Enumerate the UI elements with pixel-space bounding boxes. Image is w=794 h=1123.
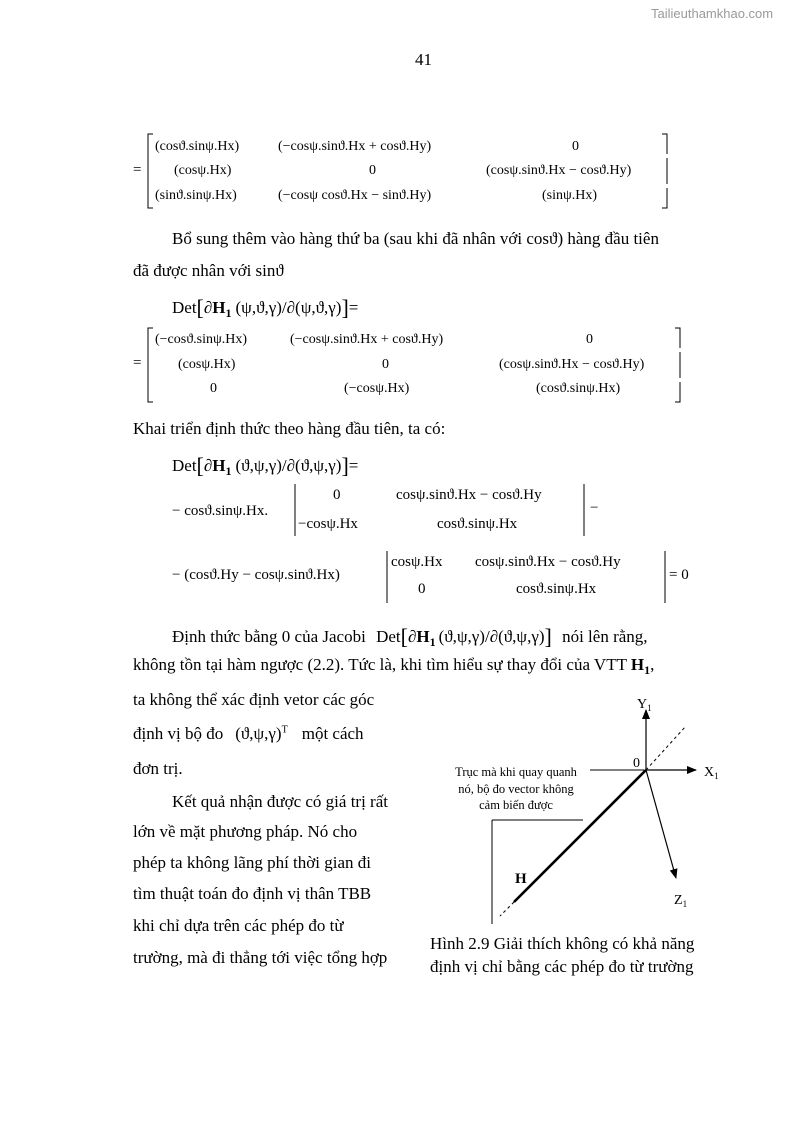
figure-2-9 [420,690,760,930]
minor1-12: cosψ.sinϑ.Hx − cosϑ.Hy [396,487,542,503]
para2: Khai triển định thức theo hàng đầu tiên, ta có: [133,419,446,438]
matrix1-r1c3: 0 [572,139,579,154]
minor2-12: cosψ.sinϑ.Hx − cosϑ.Hy [475,554,621,570]
minor2-11: cosψ.Hx [391,554,443,570]
left-col-l3: đơn trị. [133,759,183,778]
matrix1-r2c1: (cosψ.Hx) [174,163,232,178]
left-col-l4: Kết quả nhận được có giá trị rất [172,792,388,811]
left-col-l5: lớn về mặt phương pháp. Nó cho [133,822,358,841]
matrix1-r2c3: (cosψ.sinϑ.Hx − cosϑ.Hy) [486,163,632,178]
h-vector-dashed [500,902,514,916]
matrix2-r3c2: (−cosψ.Hx) [344,381,410,396]
z1-label: $Z_1$ [674,893,688,909]
matrix2-r3c3: (cosϑ.sinψ.Hx) [536,381,621,396]
matrix2-r2c1: (cosψ.Hx) [178,357,236,372]
matrix2-r2c2: 0 [382,357,389,372]
matrix1-r1c1: (cosϑ.sinψ.Hx) [155,139,240,154]
matrix1-r3c1: (sinϑ.sinψ.Hx) [155,188,237,203]
left-col-l8: khi chỉ dựa trên các phép đo từ [133,916,344,935]
matrix2-r1c1: (−cosϑ.sinψ.Hx) [155,332,248,347]
para3-line1: Định thức bằng 0 của Jacobi $Det[\partial H_1$ (ϑ,ψ,γ)/∂(ϑ,ψ,γ)] nói lên rằng, [172,624,648,649]
dashed-axis-line [646,726,686,770]
matrix2-equals: = [133,355,142,371]
left-col-l1: ta không thể xác định vetor các góc [133,690,375,709]
minor2-21: 0 [418,581,426,597]
expansion-coef2: − (cosϑ.Hy − cosψ.sinϑ.Hx) [172,567,340,583]
expansion-minus: − [590,500,599,516]
left-col-l7: tìm thuật toán đo định vị thân TBB [133,884,372,903]
left-col-l2: định vị bộ đo $(ϑ,\psi,\gamma)^T$ một cách [133,724,364,743]
minor1-22: cosϑ.sinψ.Hx [437,516,518,532]
axis-note-line3: cảm biến được [479,798,553,812]
expansion-coef1: − cosϑ.sinψ.Hx. [172,503,269,519]
axis-note-line2: nó, bộ đo vector không [458,782,574,796]
page-number: 41 [415,50,432,69]
minor2-22: cosϑ.sinψ.Hx [516,581,597,597]
figure-caption-line2: định vị chỉ bằng các phép đo từ trường [430,957,694,976]
matrix2-r1c3: 0 [586,332,593,347]
para3-line2: không tồn tại hàm ngược (2.2). Tức là, khi tìm hiểu sự thay đổi của VTT $H_1$, [133,655,655,677]
y1-label: $Y_1$ [637,697,652,713]
axis-note-line1: Trục mà khi quay quanh [455,765,577,779]
matrix2-r3c1: 0 [210,381,217,396]
matrix2-r1c2: (−cosψ.sinϑ.Hx + cosϑ.Hy) [290,332,444,347]
minor1-11: 0 [333,487,341,503]
matrix1-r3c2: (−cosψ cosϑ.Hx − sinϑ.Hy) [278,188,432,203]
para1-line1: Bổ sung thêm vào hàng thứ ba (sau khi đã nhân với cosϑ) hàng đầu tiên [172,229,659,248]
matrix2-r2c3: (cosψ.sinϑ.Hx − cosϑ.Hy) [499,357,645,372]
expansion-result: = 0 [669,567,689,583]
matrix1-equals: = [133,162,142,178]
h-label: H [515,871,527,887]
watermark: Tailieuthamkhao.com [651,6,774,21]
det1-expression: $Det[\partial H_1$ (ψ,ϑ,γ)/∂(ψ,ϑ,γ)]= [172,295,359,320]
para1-line2: đã được nhân với sinϑ [133,261,284,280]
left-col-l9: trường, mà đi thẳng tới việc tổng hợp [133,948,388,967]
matrix1-r1c2: (−cosψ.sinϑ.Hx + cosϑ.Hy) [278,139,432,154]
z-axis [646,770,676,878]
origin-label: 0 [633,756,640,771]
det2-expression: $Det[\partial H_1$ (ϑ,ψ,γ)/∂(ϑ,ψ,γ)]= [172,453,359,478]
figure-caption-line1: Hình 2.9 Giải thích không có khả năng [430,934,695,953]
matrix1-r3c3: (sinψ.Hx) [542,188,598,203]
x1-label: $X_1$ [704,765,719,781]
matrix1-r2c2: 0 [369,163,376,178]
minor1-21: −cosψ.Hx [298,516,358,532]
left-col-l6: phép ta không lãng phí thời gian đi [133,853,371,872]
